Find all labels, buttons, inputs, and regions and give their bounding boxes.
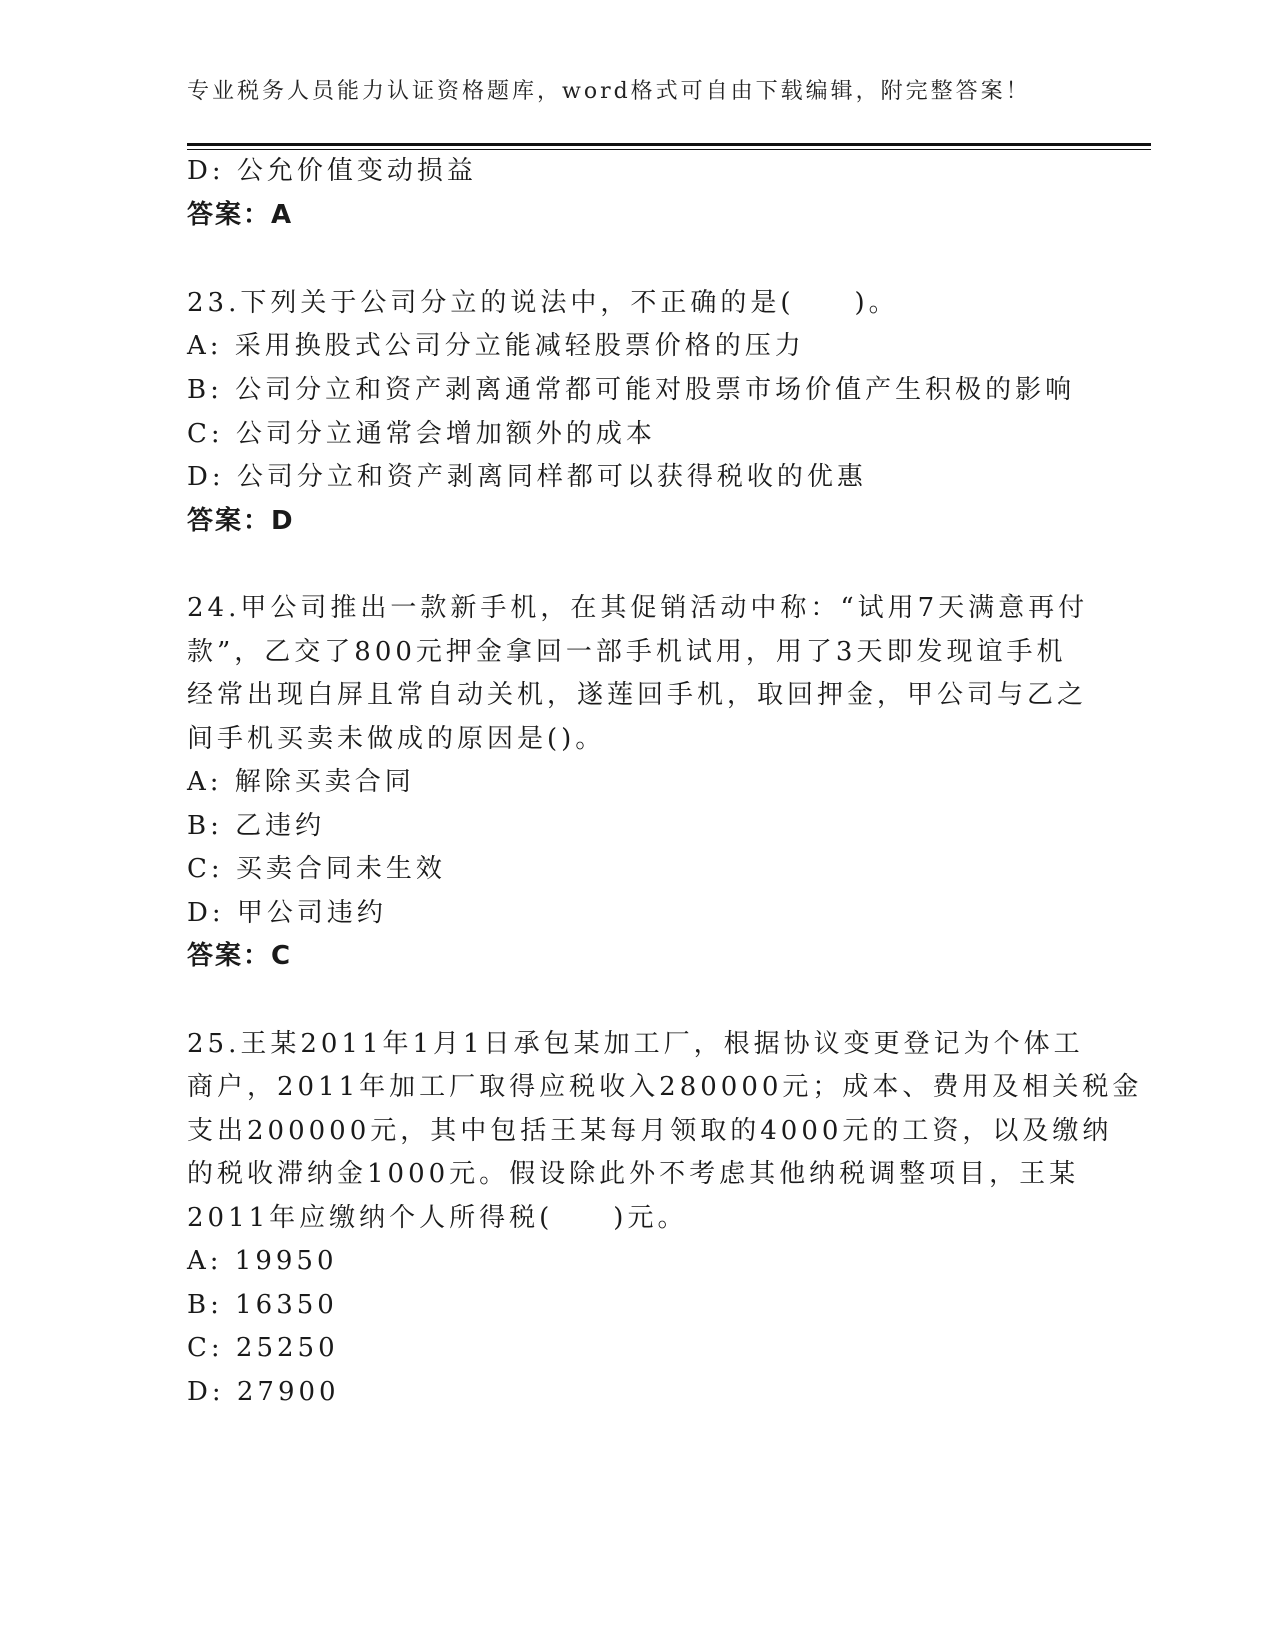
q23-answer: 答案：D [187,506,295,536]
q25-option-d: D: 27900 [187,1377,340,1407]
q24-answer: 答案：C [187,941,293,971]
q24-stem-line: 24.甲公司推出一款新手机，在其促销活动中称：“试用7天满意再付 [187,593,1089,623]
q25-option-c: C: 25250 [187,1333,339,1363]
q24-stem-line: 款”，乙交了800元押金拿回一部手机试用，用了3天即发现谊手机 [187,637,1067,667]
q25-stem-line: 支出200000元，其中包括王某每月领取的4000元的工资，以及缴纳 [187,1116,1113,1146]
q23-option-d: D: 公司分立和资产剥离同样都可以获得税收的优惠 [187,462,867,492]
q23-option-c: C: 公司分立通常会增加额外的成本 [187,419,656,449]
q24-option-a: A: 解除买卖合同 [187,767,415,797]
q24-option-c: C: 买卖合同未生效 [187,854,446,884]
q24-option-b: B: 乙违约 [187,811,326,841]
q25-stem-line: 的税收滞纳金1000元。假设除此外不考虑其他纳税调整项目，王某 [187,1159,1080,1189]
q23-option-a: A: 采用换股式公司分立能减轻股票价格的压力 [187,331,805,361]
q25-stem-line: 商户，2011年加工厂取得应税收入280000元；成本、费用及相关税金 [187,1072,1143,1102]
q25-option-b: B: 16350 [187,1290,338,1320]
q23-option-b: B: 公司分立和资产剥离通常都可能对股票市场价值产生积极的影响 [187,375,1076,405]
q22-answer: 答案：A [187,200,294,230]
q22-option-d: D: 公允价值变动损益 [187,156,477,186]
q25-stem-line: 25.王某2011年1月1日承包某加工厂，根据协议变更登记为个体工 [187,1029,1084,1059]
q25-stem-line: 2011年应缴纳个人所得税( )元。 [187,1203,688,1233]
header-rule-thin [187,149,1151,150]
q25-option-a: A: 19950 [187,1246,338,1276]
header-rule-thick [187,143,1151,146]
q23-stem: 23.下列关于公司分立的说法中，不正确的是( )。 [187,288,899,318]
q24-option-d: D: 甲公司违约 [187,898,387,928]
page-header: 专业税务人员能力认证资格题库，word格式可自由下载编辑，附完整答案！ [187,79,1031,104]
q24-stem-line: 经常出现白屏且常自动关机，遂莲回手机，取回押金，甲公司与乙之 [187,680,1088,710]
q24-stem-line: 间手机买卖未做成的原因是()。 [187,724,606,754]
